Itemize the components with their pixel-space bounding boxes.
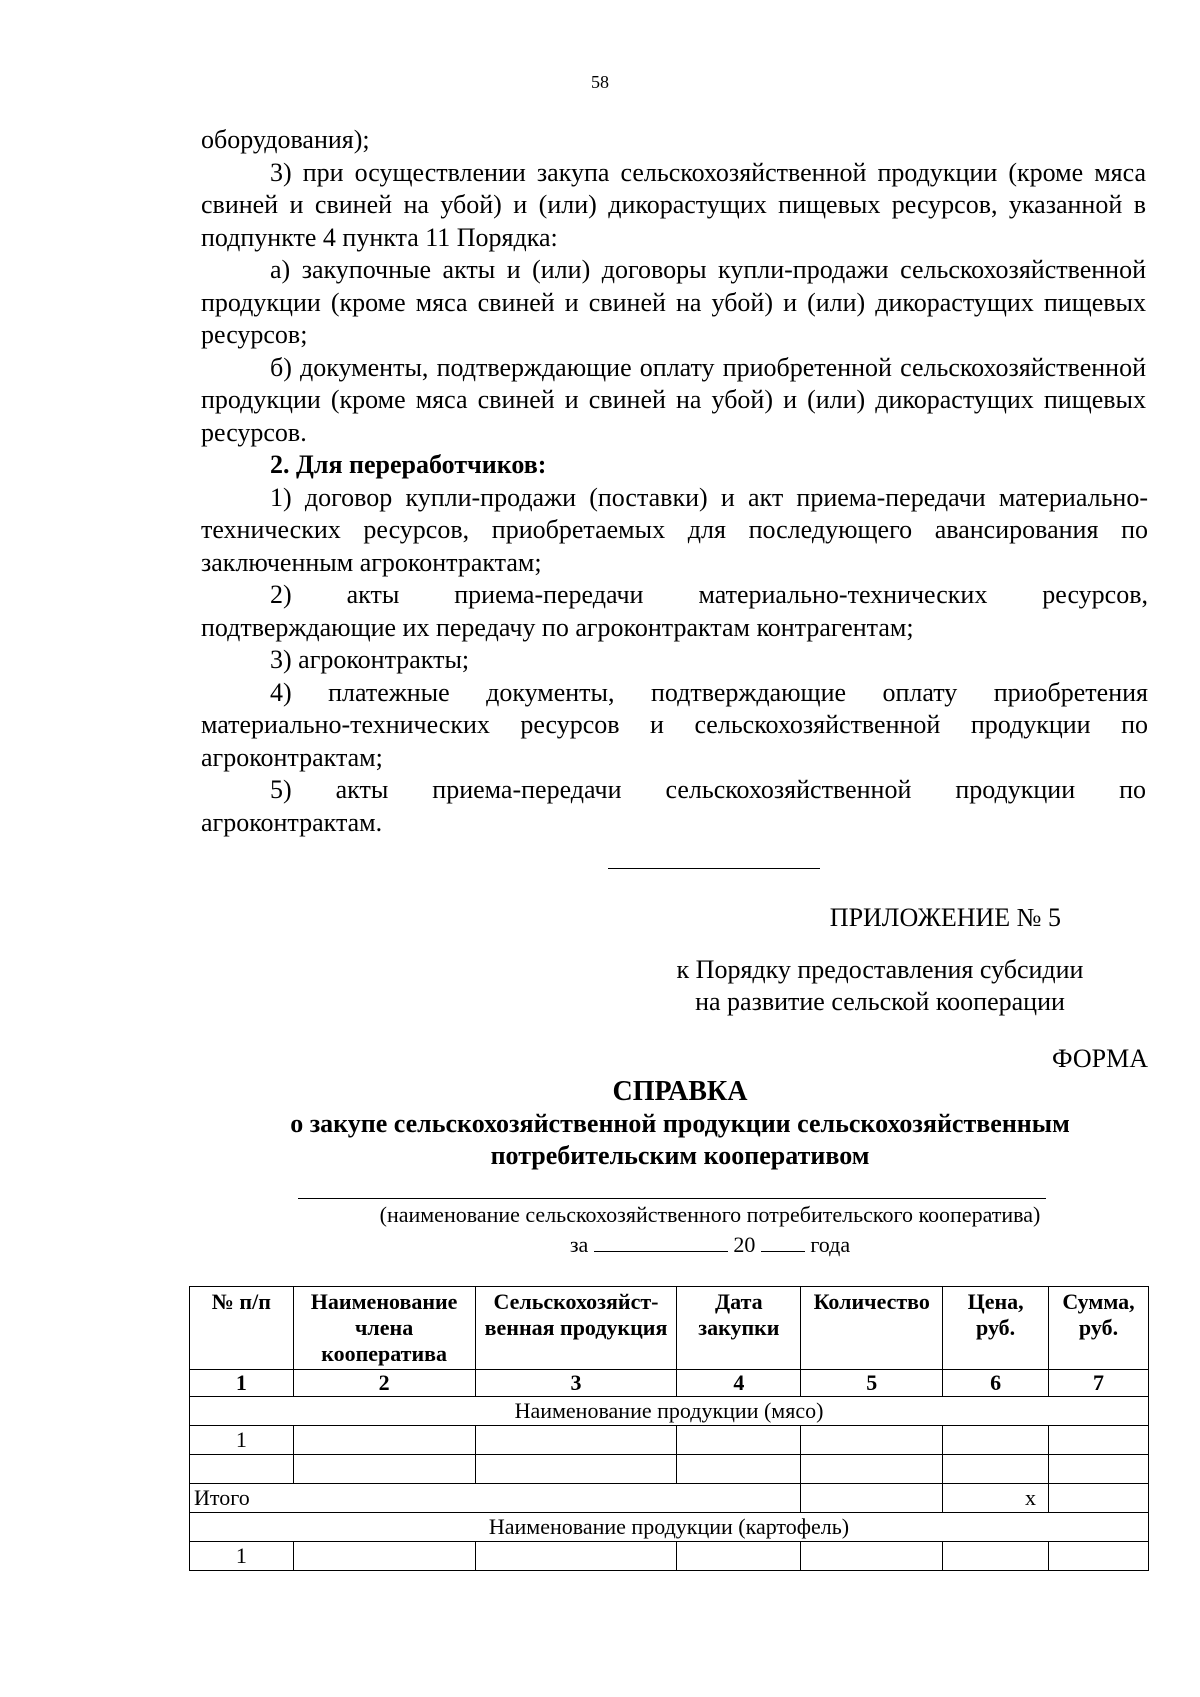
- page-number: 58: [591, 72, 609, 92]
- document-title-main: СПРАВКА: [612, 1076, 748, 1107]
- table-row: [190, 1542, 1149, 1571]
- section-heading: 2. Для переработчиков:: [270, 450, 547, 479]
- column-number: 3: [475, 1370, 677, 1397]
- paragraph: 3) при осуществлении закупа сельскохозяйственной продукции (кроме мяса свиней и свиней на убой) и (или) дикорастущих пищевых ресурсов, указанной в подпункте 4 пункта 11 Порядка:: [201, 157, 1146, 252]
- paragraph: б) документы, подтверждающие оплату приобретенной сельскохозяйственной продукции (кроме мяса свиней и свиней на убой) и (или) дикорастущих пищевых ресурсов.: [201, 352, 1146, 447]
- total-quantity-cell[interactable]: [801, 1484, 943, 1513]
- total-sum-cell[interactable]: [1049, 1484, 1149, 1513]
- body-text: [201, 124, 1148, 839]
- paragraph: 4) платежные документы, подтверждающие оплату приобретения материально-технических ресурсов и сельскохозяйственной продукции по агроконтрактам;: [201, 677, 1148, 772]
- period-suffix: года: [810, 1232, 851, 1257]
- appendix-line: к Порядку предоставления субсидии: [676, 955, 1084, 984]
- section-row-potato: [190, 1513, 1149, 1542]
- column-number-row: [190, 1370, 1149, 1397]
- appendix-line: на развитие сельской кооперации: [695, 987, 1065, 1016]
- product-cell[interactable]: [475, 1455, 677, 1484]
- paragraph: оборудования);: [201, 125, 370, 154]
- period-year-prefix: 20: [733, 1232, 756, 1257]
- column-header: Цена, руб.: [943, 1287, 1049, 1370]
- cooperative-name-caption: (наименование сельскохозяйственного потребительского кооператива): [379, 1202, 1041, 1227]
- sum-cell[interactable]: [1049, 1426, 1149, 1455]
- column-header: Наименование члена кооператива: [293, 1287, 475, 1370]
- separator-line: [608, 868, 820, 869]
- paragraph: 2) акты приема-передачи материально-технических ресурсов, подтверждающие их передачу по агроконтрактам контрагентам;: [201, 580, 1148, 642]
- column-header: Сельскохозяйст-венная продукция: [475, 1287, 677, 1370]
- row-number: 1: [190, 1542, 294, 1571]
- paragraph: 1) договор купли-продажи (поставки) и акт приема-передачи материально-технических ресурсов, приобретаемых для последующего авансирования по заключенным агроконтрактам;: [201, 482, 1148, 577]
- period-prefix: за: [569, 1232, 589, 1257]
- column-header: Сумма, руб.: [1049, 1287, 1149, 1370]
- total-row: [190, 1484, 1149, 1513]
- product-cell[interactable]: [475, 1426, 677, 1455]
- table-row: [190, 1455, 1149, 1484]
- document-title-line: о закупе сельскохозяйственной продукции сельскохозяйственным: [290, 1109, 1070, 1138]
- column-number: 5: [801, 1370, 943, 1397]
- quantity-cell[interactable]: [801, 1542, 943, 1571]
- sum-cell[interactable]: [1049, 1455, 1149, 1484]
- column-number: 4: [677, 1370, 801, 1397]
- total-label: Итого: [190, 1484, 801, 1513]
- paragraph: 3) агроконтракты;: [270, 645, 470, 674]
- row-number-cell[interactable]: [190, 1455, 294, 1484]
- column-header: Количество: [801, 1287, 943, 1370]
- form-label: ФОРМА: [1052, 1044, 1148, 1073]
- member-name-cell[interactable]: [293, 1542, 475, 1571]
- column-number: 7: [1049, 1370, 1149, 1397]
- column-number: 6: [943, 1370, 1049, 1397]
- section-label: Наименование продукции (картофель): [190, 1513, 1149, 1542]
- total-price-mark: х: [943, 1484, 1049, 1513]
- quantity-cell[interactable]: [801, 1455, 943, 1484]
- period-blank-field[interactable]: [594, 1233, 728, 1252]
- purchase-table: [189, 1286, 1149, 1571]
- cooperative-name-field[interactable]: [298, 1198, 1046, 1199]
- paragraph: 5) акты приема-передачи сельскохозяйственной продукции по агроконтрактам.: [201, 775, 1146, 837]
- document-title: [200, 1076, 1160, 1172]
- column-header: № п/п: [190, 1287, 294, 1370]
- date-cell[interactable]: [677, 1455, 801, 1484]
- member-name-cell[interactable]: [293, 1455, 475, 1484]
- price-cell[interactable]: [943, 1426, 1049, 1455]
- section-label: Наименование продукции (мясо): [190, 1397, 1149, 1426]
- price-cell[interactable]: [943, 1542, 1049, 1571]
- appendix-title: ПРИЛОЖЕНИЕ № 5: [829, 903, 1061, 932]
- price-cell[interactable]: [943, 1455, 1049, 1484]
- year-blank-field[interactable]: [761, 1233, 805, 1252]
- column-number: 1: [190, 1370, 294, 1397]
- table-header-row: [190, 1287, 1149, 1370]
- date-cell[interactable]: [677, 1542, 801, 1571]
- product-cell[interactable]: [475, 1542, 677, 1571]
- column-header: Дата закупки: [677, 1287, 801, 1370]
- sum-cell[interactable]: [1049, 1542, 1149, 1571]
- member-name-cell[interactable]: [293, 1426, 475, 1455]
- document-title-line: потребительским кооперативом: [490, 1141, 870, 1170]
- date-cell[interactable]: [677, 1426, 801, 1455]
- column-number: 2: [293, 1370, 475, 1397]
- table-row: [190, 1426, 1149, 1455]
- paragraph: а) закупочные акты и (или) договоры купли-продажи сельскохозяйственной продукции (кроме мяса свиней и свиней на убой) и (или) дикорастущих пищевых ресурсов;: [201, 255, 1146, 349]
- section-row-meat: [190, 1397, 1149, 1426]
- period-line: [200, 1230, 1200, 1260]
- appendix-subtitle: [620, 954, 1140, 1018]
- appendix-header: [620, 902, 1180, 1018]
- row-number: 1: [190, 1426, 294, 1455]
- quantity-cell[interactable]: [801, 1426, 943, 1455]
